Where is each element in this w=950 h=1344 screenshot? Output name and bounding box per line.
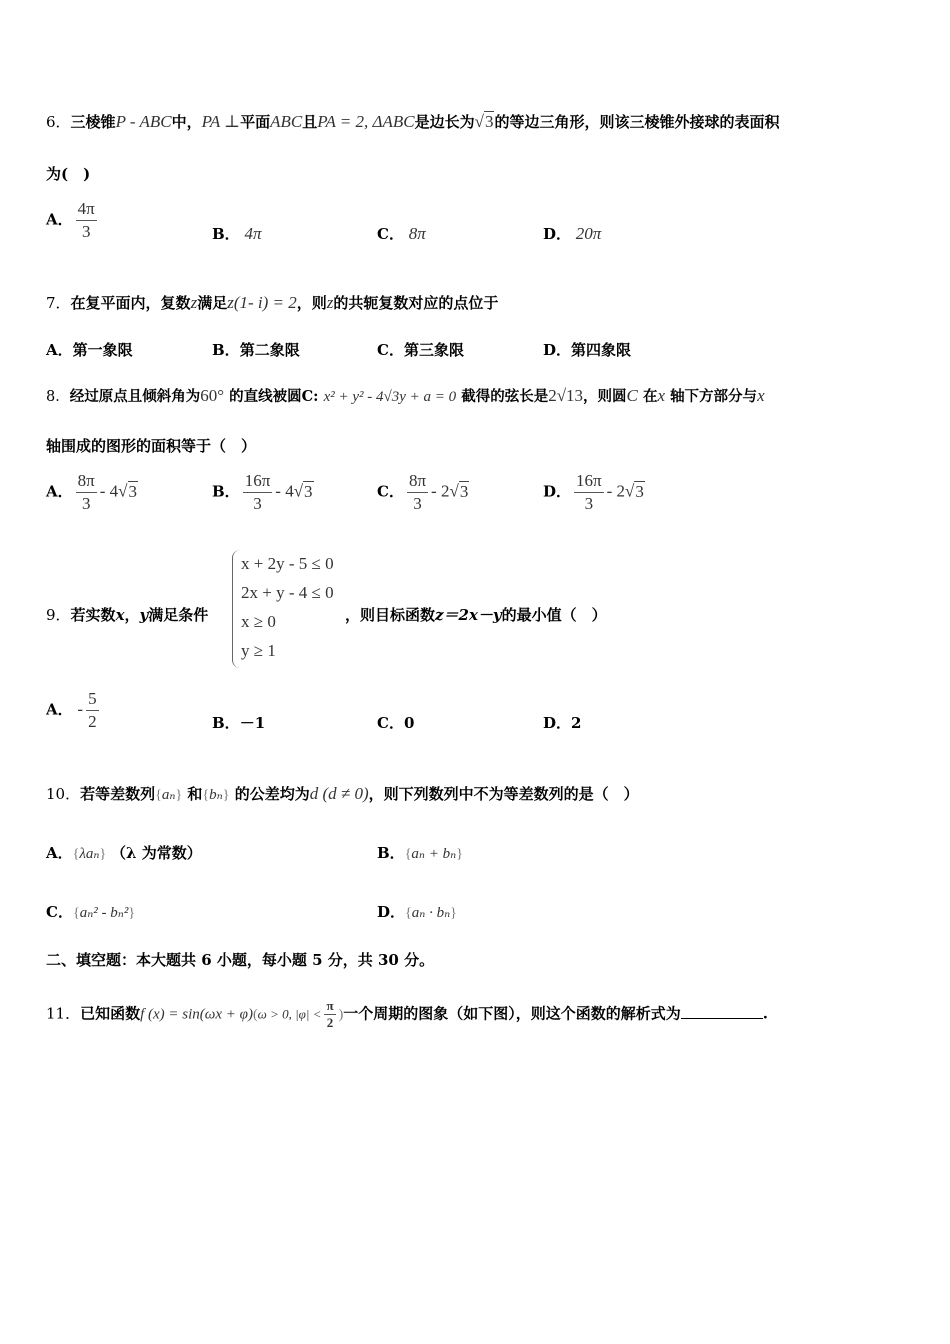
q11-math: f (x) = sin(ωx + φ)	[140, 1006, 253, 1023]
q8-text: 轴下方部分与	[670, 388, 758, 405]
q8-text: 在	[642, 388, 658, 405]
q8-line-2	[46, 436, 256, 456]
q10-text: 和	[187, 785, 203, 803]
q7-text: ，则	[296, 294, 327, 312]
q8-circle-label: C:	[301, 388, 319, 405]
q8-math: 60°	[200, 386, 225, 405]
q7-line-1	[46, 293, 498, 313]
q10-option-a[interactable]: A．{λaₙ} （λ 为常数）	[46, 844, 202, 862]
q8-continuation: 轴围成的图形的面积等于（ ）	[46, 437, 257, 455]
q11-number: 11．	[46, 1004, 81, 1023]
option-text: 8π	[408, 224, 426, 243]
option-label: C．	[377, 225, 404, 243]
q8-option-b[interactable]: B． $\frac{16\pi}{3}$ - 4√3	[212, 471, 313, 513]
q8-math: x	[757, 386, 765, 405]
constraint: 2x + y - 4 ≤ 0	[241, 583, 334, 602]
q7-option-d[interactable]: D．第四象限	[543, 341, 632, 359]
constraint: x + 2y - 5 ≤ 0	[241, 554, 334, 573]
q8-math: C	[626, 386, 638, 405]
q6-text: 是边长为	[414, 113, 475, 131]
q9-objective: z＝2x－y	[435, 606, 502, 624]
q7-number: 7．	[46, 294, 71, 312]
q9-text: 若实数	[70, 606, 116, 624]
q11-text: 一个周期的图象（如下图），则这个函数的解析式为	[343, 1004, 681, 1023]
q8-math: x	[657, 386, 665, 405]
q6-math: ABC	[270, 112, 303, 131]
q6-text: 三棱锥	[70, 113, 116, 131]
q10-math: bₙ	[209, 787, 223, 803]
q6-text: 平面	[240, 113, 271, 131]
q8-text: 经过原点且倾斜角为	[69, 388, 201, 405]
q8-text: ，则圆	[583, 388, 627, 405]
q9-constraint-system	[232, 550, 358, 668]
q9-text: ，则目标函数	[345, 606, 436, 624]
q6-option-d[interactable]	[543, 224, 601, 244]
q9-number: 9．	[46, 606, 71, 624]
section-heading: 二、填空题：本大题共 6 小题，每小题 5 分，共 30 分。	[46, 951, 435, 969]
q8-line-1	[46, 386, 765, 407]
q7-math: z	[326, 293, 334, 312]
q8-option-d[interactable]: D． $\frac{16\pi}{3}$ - 2√3	[543, 471, 644, 513]
q6-continuation: 为( )	[46, 165, 91, 183]
q7-option-a[interactable]: A．第一象限	[46, 341, 133, 359]
q6-number: 6．	[46, 113, 71, 131]
answer-blank[interactable]	[681, 1004, 763, 1019]
q8-option-c[interactable]: C． $\frac{8\pi}{3}$ - 2√3	[377, 471, 469, 513]
q8-option-a[interactable]: A． $\frac{8\pi}{3}$ - 4√3	[46, 471, 137, 513]
q10-option-c[interactable]: C．{aₙ² - bₙ²}	[46, 903, 136, 921]
q10-text: ，则下列数列中不为等差数列的是（ ）	[368, 785, 639, 803]
q9-option-b[interactable]: B．－1	[212, 714, 266, 732]
q6-option-b[interactable]	[212, 224, 262, 244]
q6-math: PA = 2, ΔABC	[317, 112, 415, 131]
q8-text: 的直线被圆	[229, 388, 302, 405]
q8-text: 截得的弦长是	[461, 388, 549, 405]
option-label: B．	[212, 225, 240, 243]
q6-math: PA ⊥	[201, 112, 241, 131]
q9-text: 的最小值（ ）	[501, 606, 607, 624]
constraint: x ≥ 0	[241, 612, 276, 631]
q7-text: 满足	[197, 294, 228, 312]
q10-option-b[interactable]: B．{aₙ + bₙ}	[377, 844, 463, 862]
q9-option-d[interactable]: D．2	[543, 714, 582, 732]
option-text: 20π	[575, 224, 602, 243]
q9-option-a[interactable]: A． - $\frac{5}{2}$	[46, 689, 97, 731]
q8-number: 8．	[46, 389, 70, 405]
q7-math: z	[190, 293, 198, 312]
option-text: 4π	[244, 224, 262, 243]
q8-math: 2√13	[548, 386, 584, 405]
q9-text: 满足条件	[148, 606, 209, 624]
q9-line-1-right	[345, 605, 607, 625]
q6-option-c[interactable]	[377, 224, 426, 244]
q6-line-2	[46, 164, 90, 184]
q10-text: 的公差均为	[234, 785, 310, 803]
q11-line-1: 11．已知函数f (x) = sin(ωx + φ)(ω > 0, |φ| < $\frac{\pi}{2}$ )一个周期的图象（如下图），则这个函数的解析式为 .	[46, 998, 769, 1030]
q10-line-1: 10．若等差数列{aₙ} 和{bₙ} 的公差均为d (d ≠ 0)，则下列数列中不为等差数列的是（ ）	[46, 784, 639, 803]
q8-math: x² + y² - 4√3y + a = 0	[323, 389, 457, 405]
option-label: D．	[543, 225, 572, 243]
q7-option-c[interactable]: C．第三象限	[377, 341, 464, 359]
q6-text: 的等边三角形，则该三棱锥外接球的表面积	[494, 113, 780, 131]
q10-number: 10．	[46, 785, 81, 803]
q7-math: z(1- i) = 2	[227, 293, 297, 312]
q6-math: 3	[484, 112, 494, 131]
constraint: y ≥ 1	[241, 641, 276, 660]
q10-option-d[interactable]: D．{aₙ · bₙ}	[377, 903, 457, 921]
q9-var-x: x	[115, 606, 125, 624]
q9-option-c[interactable]: C．0	[377, 714, 415, 732]
q7-text: 在复平面内，复数	[70, 294, 191, 312]
q7-option-b[interactable]: B．第二象限	[212, 341, 300, 359]
q11-text: 已知函数	[80, 1004, 141, 1023]
q11-condition: ω > 0, |φ| <	[257, 1006, 322, 1022]
option-label: A．	[46, 210, 73, 229]
q9-var-y: y	[139, 606, 149, 624]
fraction: $\frac{4\pi}{3}$	[77, 199, 95, 241]
q7-text: 的共轭复数对应的点位于	[333, 294, 499, 312]
q6-line-1: 6．三棱锥P - ABC中，PA ⊥平面ABC且PA = 2, ΔABC是边长为√3的等边三角形，则该三棱锥外接球的表面积	[46, 112, 780, 131]
q9-line-1-left: 9．若实数x，y满足条件	[46, 606, 209, 624]
q6-text: 中，	[171, 113, 202, 131]
q10-math: aₙ	[161, 787, 176, 803]
q6-text: 且	[302, 113, 318, 131]
q10-text: 若等差数列	[80, 785, 156, 803]
q6-option-a[interactable]	[46, 198, 100, 243]
q10-math: d (d ≠ 0)	[309, 784, 369, 803]
q6-math: P - ABC	[115, 112, 172, 131]
